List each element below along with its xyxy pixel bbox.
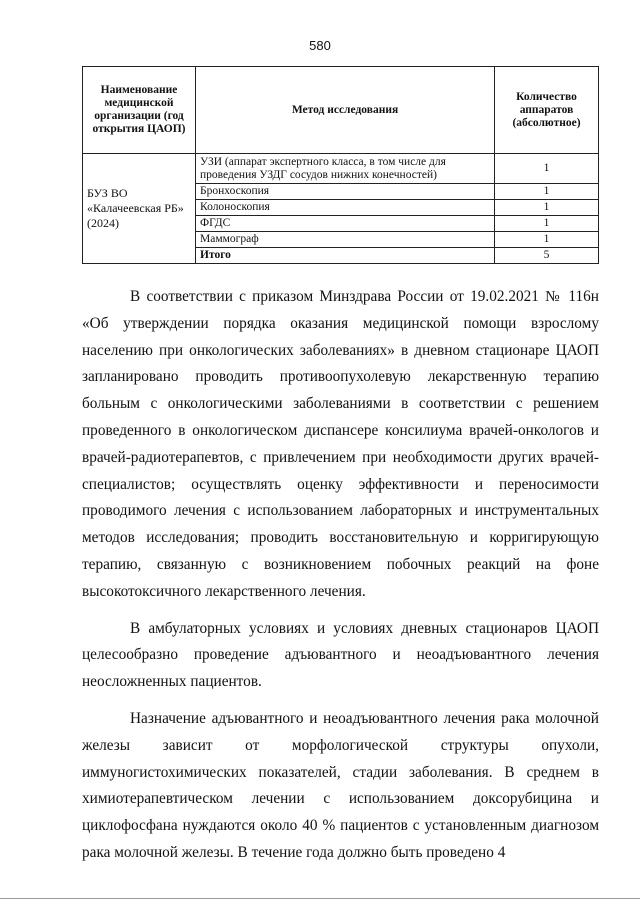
- equipment-table: [82, 66, 599, 264]
- method-cell: Бронхоскопия: [196, 184, 495, 200]
- count-cell: 1: [495, 216, 599, 232]
- body-text: [82, 284, 599, 877]
- method-cell: Маммограф: [196, 232, 495, 248]
- method-cell: Колоноскопия: [196, 200, 495, 216]
- page-bottom-rule: [0, 898, 640, 899]
- page-number: 580: [309, 38, 331, 53]
- method-cell: ФГДС: [196, 216, 495, 232]
- table-row: [83, 154, 599, 184]
- header-organization: Наименование медицинской организации (год открытия ЦАОП): [83, 67, 196, 154]
- count-cell: 1: [495, 154, 599, 184]
- organization-cell: БУЗ ВО «Калачеевская РБ» (2024): [83, 154, 196, 264]
- paragraph: Назначение адъювантного и неоадъювантного лечения рака молочной железы зависит от морфологической структуры опухоли, иммуногистохимических показателей, стадии заболевания. В среднем в химиотерапевтическом лечении с использованием доксорубицина и циклофосфана нуждаются около 40 % пациентов с установленным диагнозом рака молочной железы. В течение года должно быть проведено 4: [82, 709, 599, 861]
- table-header-row: [83, 67, 599, 154]
- paragraph: В соответствии с приказом Минздрава России от 19.02.2021 № 116н «Об утверждении порядка оказания медицинской помощи взрослому населению при онкологических заболеваниях» в дневном стационаре ЦАОП запланировано проводить противоопухолевую лекарственную терапию больным с онкологическими заболеваниями в соответствии с решением проведенного в онкологическом диспансере консилиума врачей-онкологов и врачей-радиотерапевтов, с привлечением при необходимости других врачей-специалистов; осуществлять оценку эффективности и переносимости проводимого лечения с использованием лабораторных и инструментальных методов исследования; проводить восстановительную и корригирующую терапию, связанную с возникновением побочных реакций на фоне высокотоксичного лекарственного лечения.: [82, 288, 599, 600]
- total-count: 5: [495, 248, 599, 264]
- method-cell: УЗИ (аппарат экспертного класса, в том числе для проведения УЗДГ сосудов нижних конечностей): [196, 154, 495, 184]
- total-label: Итого: [196, 248, 495, 264]
- count-cell: 1: [495, 232, 599, 248]
- count-cell: 1: [495, 184, 599, 200]
- paragraph: В амбулаторных условиях и условиях дневных стационаров ЦАОП целесообразно проведение адъювантного и неоадъювантного лечения неосложненных пациентов.: [82, 619, 599, 691]
- count-cell: 1: [495, 200, 599, 216]
- header-count: Количество аппаратов (абсолютное): [495, 67, 599, 154]
- header-method: Метод исследования: [196, 67, 495, 154]
